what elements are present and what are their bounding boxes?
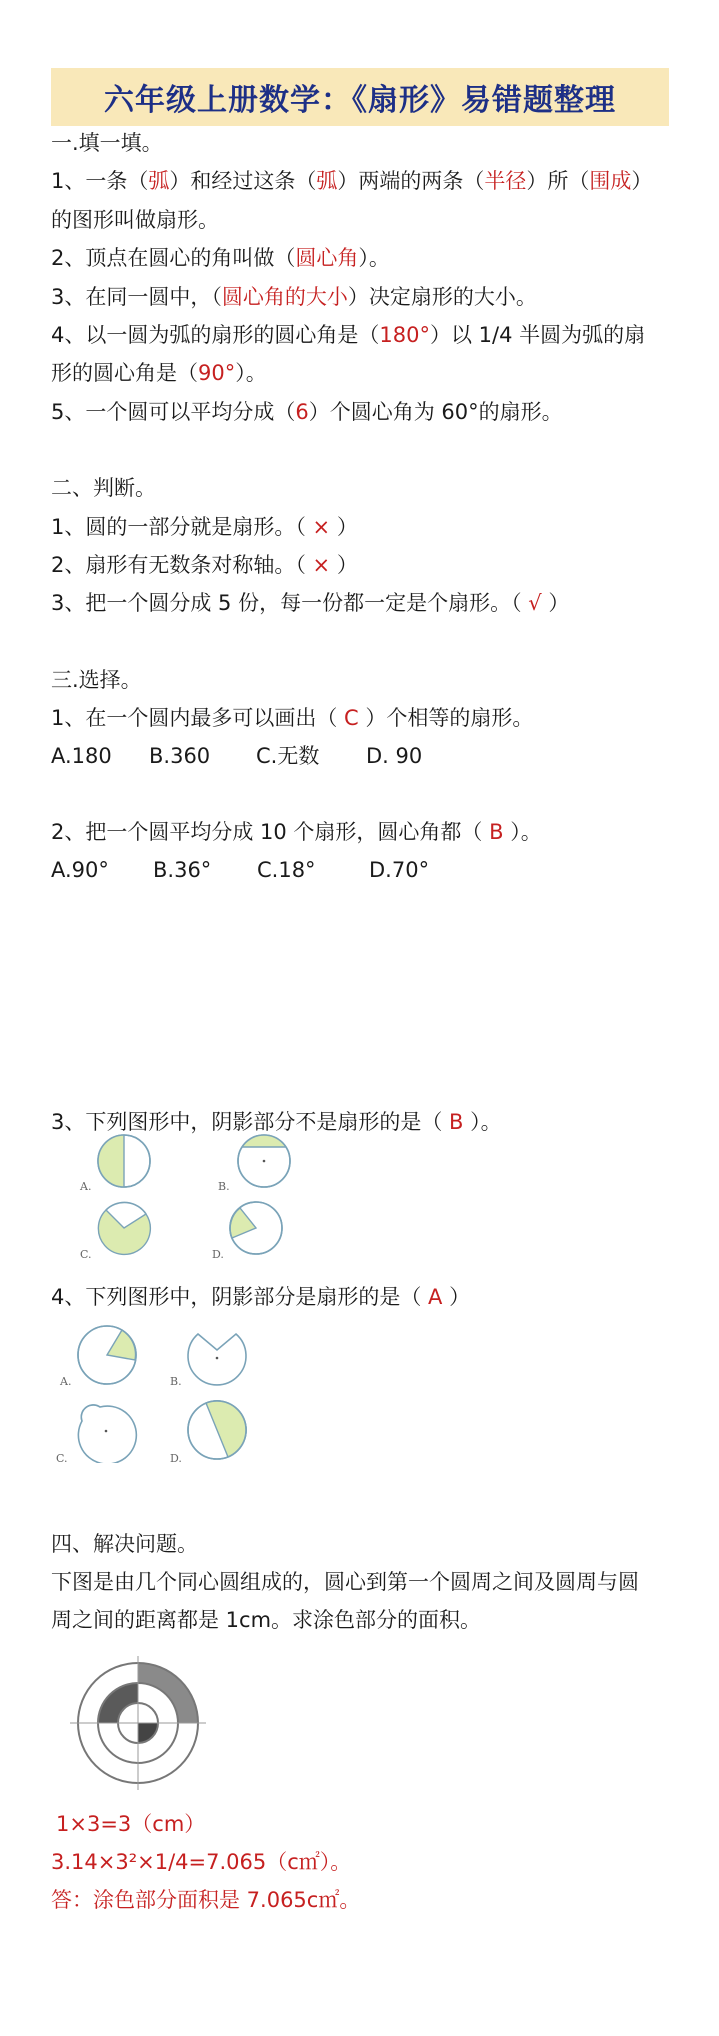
solution-step1: 1×3=3（cm） [56,1812,206,1836]
text: ） [541,591,570,615]
page-title: 六年级上册数学：《扇形》易错题整理 [104,83,616,118]
answer: 圆心角 [295,246,359,270]
text: ） [631,169,653,193]
fig-label: D. [170,1452,182,1465]
answer: 180° [379,323,430,347]
text: 3、把一个圆分成 5 份，每一份都一定是个扇形。（ [51,591,529,615]
text: ）。 [463,1110,502,1134]
text: ）以 1/4 半圆为弧的扇 [429,323,646,347]
answer: 圆心角的大小 [221,285,348,309]
s1-q4-line1 [51,321,645,349]
text: 2、顶点在圆心的角叫做（ [51,246,296,270]
section3-heading: 三.选择。 [51,668,142,692]
text: ）两端的两条（ [337,169,485,193]
text: 1、一条（ [51,169,149,193]
s3-q2 [51,818,542,846]
q3-figure-a [94,1131,154,1191]
text: ）决定扇形的大小。 [347,285,537,309]
answer: 弧 [316,169,338,193]
text: ）个相等的扇形。 [358,706,534,730]
answer: 半径 [484,169,527,193]
text: ） [330,553,358,577]
title-banner [51,68,669,126]
text: 形的圆心角是（ [51,361,198,385]
option: A.180 [51,744,112,768]
text: 2、把一个圆平均分成 10 个扇形，圆心角都（ [51,820,490,844]
q4-figure-a [74,1322,140,1388]
answer: A [428,1285,443,1309]
text: 5、一个圆可以平均分成（ [51,400,296,424]
concentric-circles-figure [68,1654,208,1792]
fig-label: C. [56,1452,68,1465]
section1-heading: 一.填一填。 [51,131,163,155]
s2-q3 [51,589,569,617]
answer: B [449,1110,464,1134]
option: C.18° [257,858,316,882]
answer: √ [528,591,542,615]
s1-q2 [51,244,390,272]
q4-figure-d [184,1397,250,1463]
answer: 90° [198,361,236,385]
section2-heading: 二、判断。 [51,476,156,500]
option: C.无数 [256,744,320,768]
s2-q1 [51,513,358,541]
answer: 6 [295,400,309,424]
fig-label: A. [80,1180,92,1193]
text: ）个圆心角为 60°的扇形。 [308,400,563,424]
answer: C [344,706,359,730]
q4-figure-c [70,1397,140,1463]
text: ） [330,515,358,539]
option: D.70° [369,858,430,882]
text: ）和经过这条（ [169,169,317,193]
text: ）所（ [526,169,590,193]
fig-label: A. [60,1375,72,1388]
text: ）。 [358,246,390,270]
s1-q1-line1 [51,167,652,195]
s1-q5 [51,398,563,426]
section4-heading: 四、解决问题。 [51,1532,198,1556]
q3-figure-d [224,1198,284,1258]
s1-q4-line2 [51,359,267,387]
text: ） [442,1285,471,1309]
text: 3、在同一圆中，（ [51,285,222,309]
answer: × [312,515,331,539]
s2-q2 [51,551,358,579]
text: 4、下列图形中，阴影部分是扇形的是（ [51,1285,429,1309]
option: B.36° [153,858,212,882]
answer: × [312,553,331,577]
q4-figure-b [184,1322,250,1388]
text: 1、在一个圆内最多可以画出（ [51,706,345,730]
text: ）。 [503,820,542,844]
s1-q3 [51,283,537,311]
fig-label: B. [218,1180,230,1193]
s4-problem-line2: 周之间的距离都是 1cm。求涂色部分的面积。 [51,1608,482,1632]
fig-label: D. [212,1248,224,1261]
q3-figure-c [94,1198,154,1258]
fig-label: B. [170,1375,182,1388]
text: 1、圆的一部分就是扇形。（ [51,515,313,539]
option: A.90° [51,858,109,882]
answer: 围成 [589,169,632,193]
q3-figure-b [234,1131,294,1191]
option: B.360 [149,744,211,768]
s4-problem-line1: 下图是由几个同心圆组成的，圆心到第一个圆周之间及圆周与圆 [51,1570,639,1594]
s1-q1-line2: 的图形叫做扇形。 [51,208,219,232]
text: 3、下列图形中，阴影部分不是扇形的是（ [51,1110,450,1134]
answer: 弧 [148,169,170,193]
text: 2、扇形有无数条对称轴。（ [51,553,313,577]
fig-label: C. [80,1248,92,1261]
s3-q1 [51,704,533,732]
text: ）。 [235,361,267,385]
text: 4、以一圆为弧的扇形的圆心角是（ [51,323,380,347]
solution-step2: 3.14×3²×1/4=7.065（c㎡）。 [51,1850,352,1874]
solution-answer: 答：涂色部分面积是 7.065c㎡。 [51,1888,361,1912]
option: D. 90 [366,744,423,768]
answer: B [489,820,504,844]
s3-q4 [51,1283,470,1311]
